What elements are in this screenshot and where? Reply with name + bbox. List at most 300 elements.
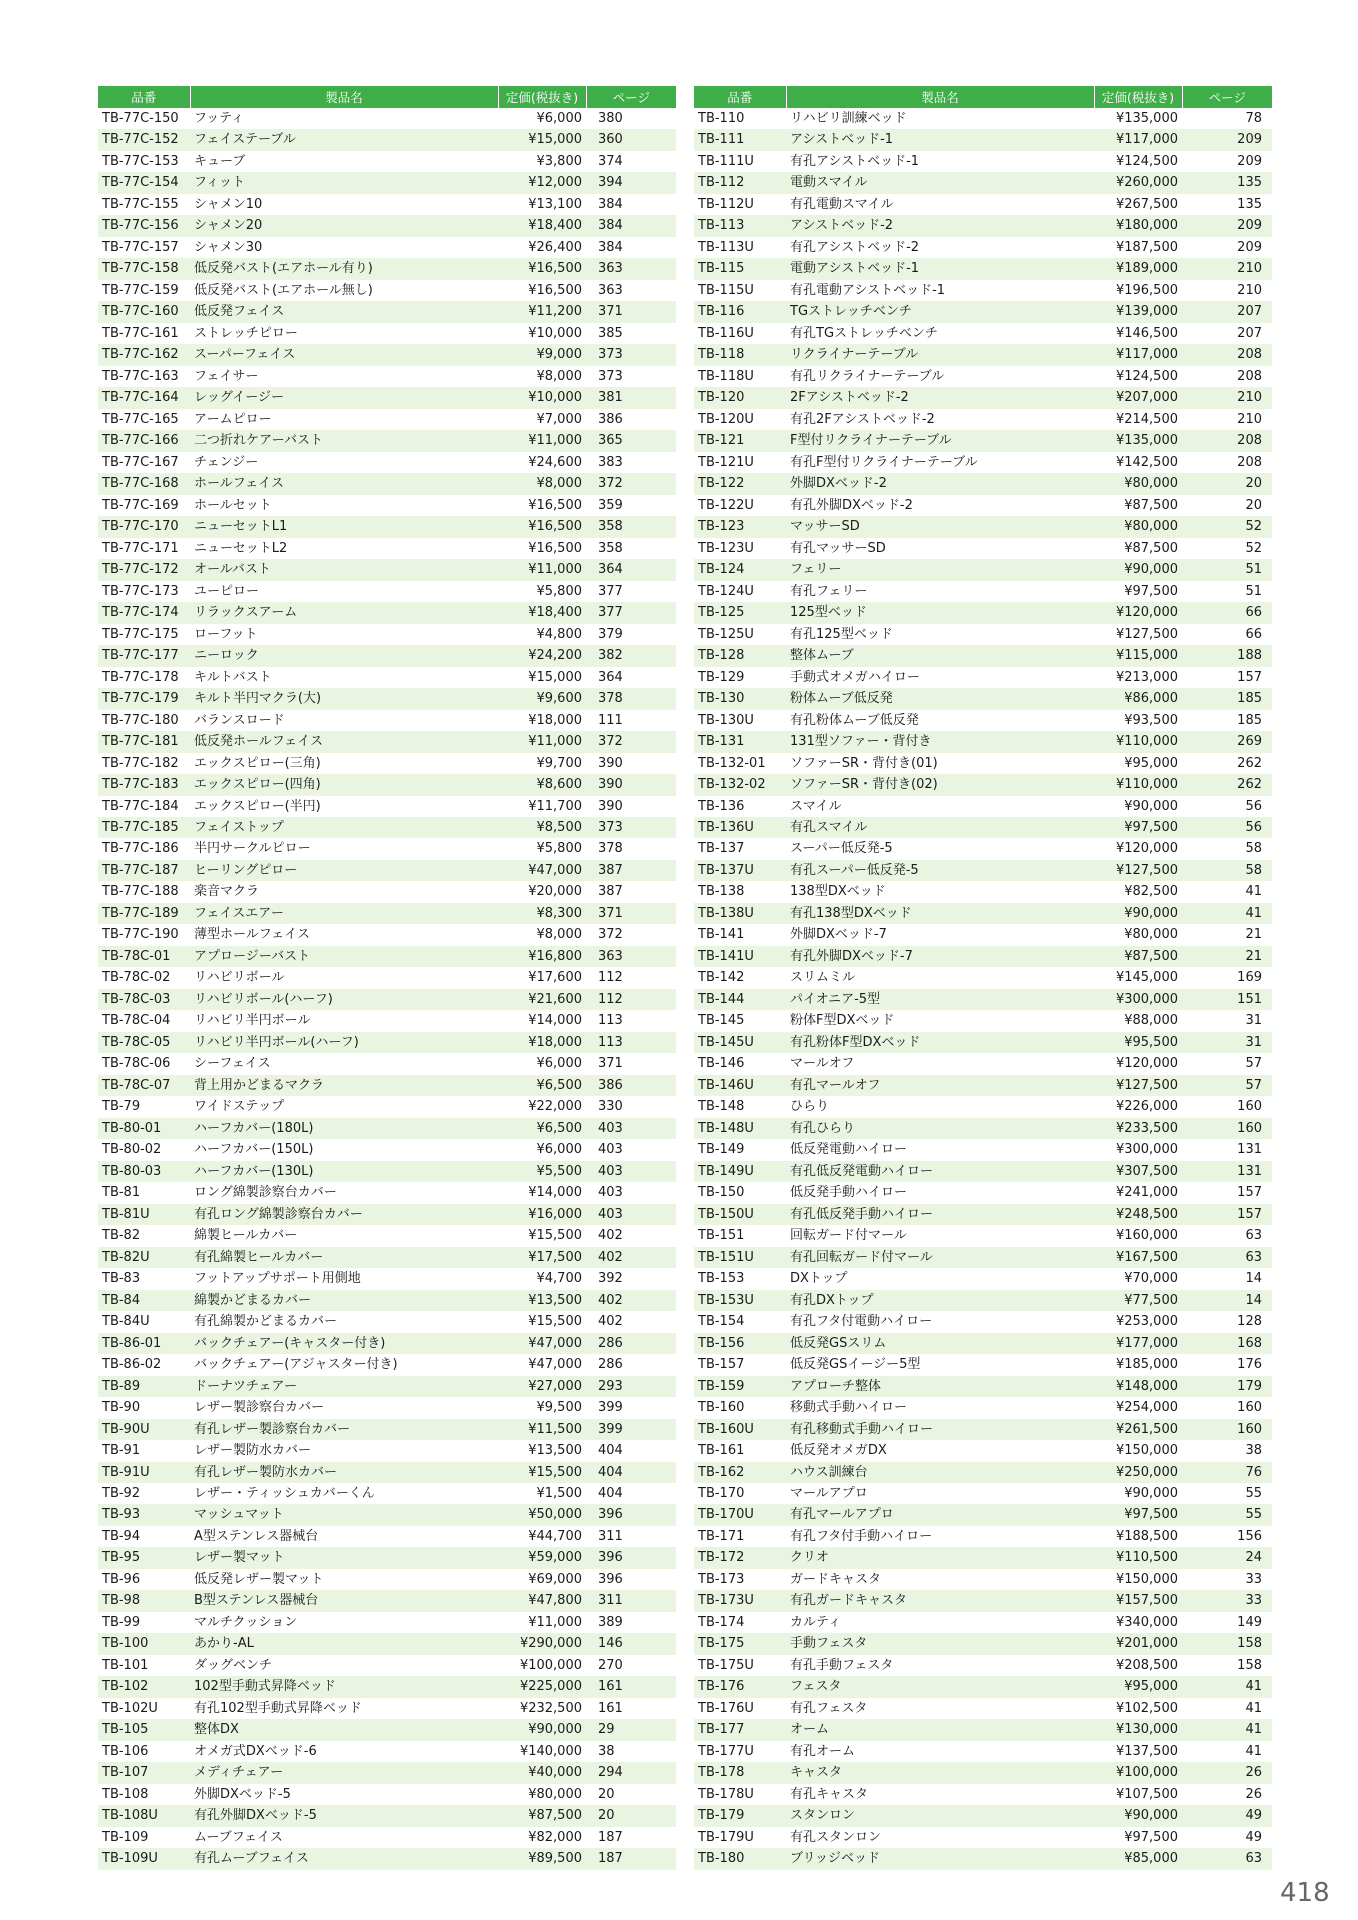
product-page: 403 [586,1118,676,1139]
header-price: 定価(税抜き) [1094,86,1182,108]
header-code: 品番 [694,86,786,108]
table-row [98,280,676,301]
table-row [98,323,676,344]
product-page: 38 [598,1743,615,1759]
product-name: チェンジー [194,454,259,470]
product-price: ¥15,000 [498,129,586,150]
product-price: ¥86,000 [1094,688,1182,709]
product-code: TB-105 [98,1719,190,1740]
table-row [98,1032,676,1053]
product-name: 有孔回転ガード付マール [786,1247,1094,1268]
product-page: 387 [586,860,676,881]
product-name: ホールフェイス [190,473,498,494]
product-name: 回転ガード付マール [790,1228,907,1244]
product-code: TB-96 [102,1571,141,1587]
product-name: ローフット [194,626,258,642]
table-row [98,1397,676,1418]
product-name: スーパーフェイス [190,344,498,365]
table-row [694,1483,1272,1504]
product-page: 363 [586,258,676,279]
table-row [694,323,1272,344]
product-name: 有孔マールオフ [786,1075,1094,1096]
product-price: ¥110,500 [1094,1547,1182,1568]
table-row [98,366,676,387]
product-name: マールアプロ [790,1486,868,1501]
product-code: TB-77C-173 [102,583,179,599]
product-code: TB-179 [694,1805,786,1826]
product-price: ¥124,500 [1115,153,1178,169]
product-code: TB-78C-01 [98,946,190,967]
product-name: 外脚DXベッド-7 [790,927,887,943]
product-code: TB-83 [102,1271,141,1287]
table-row [98,151,676,172]
table-row [98,559,676,580]
product-name: 粉体ムーブ低反発 [786,688,1094,709]
table-row [98,1247,676,1268]
table-row [98,129,676,150]
product-name: 有孔TGストレッチベンチ [790,325,938,341]
product-price: ¥214,500 [1115,411,1178,427]
product-price: ¥307,500 [1094,1161,1182,1182]
product-code: TB-77C-186 [102,841,179,857]
table-row [98,1504,676,1525]
product-name: 有孔レザー製防水カバー [190,1462,498,1483]
product-code: TB-177 [694,1719,786,1740]
product-code: TB-115 [694,258,786,279]
product-page: 160 [1182,1118,1272,1139]
product-page: 20 [598,1786,615,1802]
product-page: 76 [1182,1462,1272,1483]
product-page: 207 [1182,301,1272,322]
product-name: オーム [786,1719,1094,1740]
product-price: ¥16,500 [528,497,582,513]
product-code: TB-93 [98,1504,190,1525]
product-name: 有孔ひらり [786,1118,1094,1139]
product-page: 358 [598,540,623,556]
product-page: 160 [1237,1400,1262,1416]
product-code: TB-146U [694,1075,786,1096]
table-row [98,1762,676,1783]
product-page: 49 [1245,1829,1262,1845]
table-row [694,624,1272,645]
product-code: TB-77C-174 [98,602,190,623]
product-price: ¥50,000 [498,1504,586,1525]
table-row [98,344,676,365]
product-name: 有孔オーム [790,1743,856,1759]
product-price: ¥87,500 [498,1805,586,1826]
product-page: 135 [1237,196,1262,212]
product-name: ニーロック [190,645,498,666]
product-name: DXトップ [790,1271,848,1287]
product-price: ¥9,500 [536,1400,582,1416]
table-row [694,1290,1272,1311]
table-row [98,194,676,215]
product-page: 161 [598,1700,623,1716]
product-code: TB-156 [694,1333,786,1354]
product-code: TB-125 [694,602,786,623]
product-code: TB-82U [98,1247,190,1268]
product-price: ¥120,000 [1115,841,1178,857]
product-name: シーフェイス [194,1056,271,1072]
table-row [694,1526,1272,1547]
product-price: ¥120,000 [1094,602,1182,623]
table-row [694,1784,1272,1805]
product-code: TB-175 [694,1633,786,1654]
product-name: 有孔ロング綿製診察台カバー [190,1204,498,1225]
product-page: 269 [1182,731,1272,752]
product-page: 31 [1245,1013,1262,1029]
product-name: クリオ [786,1547,1094,1568]
product-price: ¥14,000 [528,1185,582,1201]
product-page: 131 [1182,1161,1272,1182]
table-row [694,838,1272,859]
product-page: 365 [586,430,676,451]
product-price: ¥16,500 [498,258,586,279]
table-row [694,1462,1272,1483]
product-name: 低反発フェイス [190,301,498,322]
product-code: TB-108U [98,1805,190,1826]
product-code: TB-112U [698,196,754,212]
product-price: ¥20,000 [528,884,582,900]
table-row [694,129,1272,150]
table-row [694,1311,1272,1332]
product-page: 210 [1182,387,1272,408]
table-row [98,796,676,817]
product-price: ¥8,000 [536,368,582,384]
product-price: ¥140,000 [519,1743,582,1759]
table-row [694,796,1272,817]
product-price: ¥177,000 [1094,1333,1182,1354]
product-page: 52 [1182,516,1272,537]
product-price: ¥142,500 [1115,454,1178,470]
product-price: ¥89,500 [498,1848,586,1869]
product-page: 158 [1237,1657,1262,1673]
product-page: 402 [586,1247,676,1268]
product-code: TB-86-02 [102,1357,162,1373]
product-code: TB-136U [694,817,786,838]
product-price: ¥95,000 [1094,1676,1182,1697]
product-page: 24 [1182,1547,1272,1568]
product-name: バックチェアー(キャスター付き) [190,1333,498,1354]
product-code: TB-177U [698,1743,754,1759]
product-price: ¥11,000 [498,430,586,451]
product-page: 14 [1182,1290,1272,1311]
product-price: ¥261,500 [1094,1419,1182,1440]
product-page: 29 [586,1719,676,1740]
table-row [98,1655,676,1676]
product-page: 384 [586,215,676,236]
product-code: TB-160U [694,1419,786,1440]
product-name: 低反発バスト(エアホール有り) [190,258,498,279]
product-price: ¥11,200 [498,301,586,322]
product-name: メディチェアー [190,1762,498,1783]
product-page: 402 [586,1290,676,1311]
product-price: ¥18,000 [528,712,582,728]
product-page: 373 [586,344,676,365]
product-price: ¥117,000 [1094,344,1182,365]
product-code: TB-122 [694,473,786,494]
product-name: キャスタ [786,1762,1094,1783]
product-page: 396 [586,1547,676,1568]
table-row [98,924,676,945]
product-page: 158 [1182,1633,1272,1654]
product-price: ¥300,000 [1115,1142,1178,1158]
product-name: リハビリ半円ボール [194,1013,311,1029]
table-row [694,194,1272,215]
header-page: ページ [1182,86,1272,108]
product-name: 低反発手動ハイロー [790,1185,908,1201]
product-name: スーパー低反発-5 [790,841,893,857]
table-row [98,1182,676,1203]
product-name: エックスピロー(半円) [194,798,321,814]
product-price: ¥5,800 [536,841,582,857]
product-code: TB-173 [698,1571,745,1587]
product-code: TB-77C-168 [98,473,190,494]
header-code: 品番 [98,86,190,108]
product-code: TB-171 [698,1528,745,1544]
product-code: TB-77C-185 [98,817,190,838]
table-row [98,1010,676,1031]
table-row [694,1848,1272,1869]
product-price: ¥47,800 [498,1590,586,1611]
product-price: ¥87,500 [1124,497,1178,513]
product-price: ¥241,000 [1115,1185,1178,1201]
table-row [98,1633,676,1654]
product-page: 381 [586,387,676,408]
header-page: ページ [586,86,676,108]
product-page: 41 [1245,884,1262,900]
product-price: ¥148,000 [1094,1376,1182,1397]
product-price: ¥15,500 [528,1228,582,1244]
product-name: マルチクッション [194,1614,298,1630]
product-price: ¥97,500 [1124,583,1178,599]
product-name: エックスピロー(三角) [194,755,321,771]
product-name: ひらり [790,1099,830,1115]
product-code: TB-145U [694,1032,786,1053]
product-code: TB-78C-05 [98,1032,190,1053]
table-row [98,1569,676,1590]
product-code: TB-154 [698,1314,745,1330]
product-name: 綿製ヒールカバー [194,1228,298,1244]
product-price: ¥225,000 [498,1676,586,1697]
product-page: 364 [586,559,676,580]
product-name: 有孔DXトップ [786,1290,1094,1311]
product-name: 外脚DXベッド-5 [194,1786,291,1802]
product-name: アシストベッド-1 [786,129,1094,150]
table-row [694,1676,1272,1697]
product-page: 41 [1245,1700,1262,1716]
table-row [694,881,1272,902]
header-name: 製品名 [786,86,1094,108]
product-name: A型ステンレス器械台 [194,1528,319,1544]
table-row [694,860,1272,881]
product-name: ニューセットL1 [190,516,498,537]
table-row [98,817,676,838]
table-row [694,1633,1272,1654]
product-page: 78 [1245,111,1262,126]
product-code: TB-160 [698,1400,745,1416]
table-row [98,1590,676,1611]
product-price: ¥6,000 [536,1056,582,1072]
product-name: 有孔移動式手動ハイロー [786,1419,1094,1440]
product-name: 綿製かどまるカバー [190,1290,498,1311]
product-price: ¥4,700 [536,1271,582,1287]
table-row [98,1268,676,1289]
product-code: TB-110 [698,111,745,126]
product-code: TB-84 [98,1290,190,1311]
product-price: ¥90,000 [1094,903,1182,924]
product-name: 有孔手動フェスタ [790,1657,894,1673]
product-code: TB-138U [694,903,786,924]
product-code: TB-101 [102,1657,149,1673]
product-price: ¥87,500 [1094,946,1182,967]
product-code: TB-77C-182 [102,755,179,771]
product-page: 26 [1182,1762,1272,1783]
product-code: TB-77C-162 [98,344,190,365]
product-code: TB-77C-150 [102,111,179,126]
table-row [694,667,1272,688]
product-page: 111 [598,712,623,728]
product-code: TB-141 [698,927,745,943]
table-row [694,452,1272,473]
product-page: 131 [1237,1142,1262,1158]
table-row [98,1805,676,1826]
product-code: TB-78C-07 [98,1075,190,1096]
product-price: ¥11,000 [528,1614,582,1630]
table-row [694,151,1272,172]
product-code: TB-157 [698,1357,745,1373]
table-row [98,516,676,537]
product-code: TB-77C-175 [102,626,179,642]
product-price: ¥16,000 [498,1204,586,1225]
product-code: TB-77C-183 [98,774,190,795]
product-code: TB-78C-02 [102,970,171,986]
product-code: TB-170 [698,1486,745,1501]
product-code: TB-151 [698,1228,745,1244]
table-header-row [98,86,676,108]
product-price: ¥13,100 [528,196,582,212]
product-name: アプローチ整体 [786,1376,1094,1397]
product-page: 55 [1182,1504,1272,1525]
header-name: 製品名 [190,86,498,108]
product-price: ¥11,000 [498,559,586,580]
product-price: ¥160,000 [1115,1228,1178,1244]
table-row [694,430,1272,451]
product-code: TB-116 [694,301,786,322]
table-row [694,1504,1272,1525]
table-row [694,538,1272,559]
product-price: ¥150,000 [1115,1443,1178,1459]
table-row [694,1118,1272,1139]
product-page: 161 [586,1676,676,1697]
table-row [694,387,1272,408]
product-price: ¥145,000 [1115,970,1178,986]
table-row [98,688,676,709]
product-page: 360 [586,129,676,150]
table-row [98,1741,676,1762]
product-name: フェイスエアー [190,903,498,924]
product-name: オールバスト [190,559,498,580]
product-code: TB-162 [694,1462,786,1483]
table-row [694,924,1272,945]
product-page: 149 [1237,1614,1262,1630]
product-name: スリムミル [790,970,856,986]
product-price: ¥233,500 [1094,1118,1182,1139]
product-name: アームピロー [194,411,272,427]
product-page: 384 [598,239,623,255]
product-name: マッサーSD [786,516,1094,537]
product-code: TB-176 [694,1676,786,1697]
product-page: 160 [1237,1099,1262,1115]
product-code: TB-149U [694,1161,786,1182]
product-price: ¥110,000 [1094,731,1182,752]
product-page: 293 [586,1376,676,1397]
table-row [694,237,1272,258]
product-price: ¥107,500 [1115,1786,1178,1802]
product-page: 112 [586,989,676,1010]
table-row [694,645,1272,666]
product-page: 169 [1237,970,1262,986]
product-code: TB-142 [698,970,745,986]
product-page: 374 [598,153,623,169]
product-page: 384 [598,196,623,212]
product-page: 208 [1182,430,1272,451]
product-price: ¥9,600 [498,688,586,709]
product-price: ¥9,000 [498,344,586,365]
product-price: ¥70,000 [1124,1271,1178,1287]
product-name: アシストベッド-2 [786,215,1094,236]
product-page: 185 [1237,712,1262,728]
product-page: 286 [586,1333,676,1354]
table-row [694,710,1272,731]
product-code: TB-77C-164 [98,387,190,408]
product-name: パイオニア-5型 [786,989,1094,1010]
product-price: ¥253,000 [1115,1314,1178,1330]
product-page: 387 [598,884,623,900]
product-price: ¥80,000 [1094,473,1182,494]
product-name: レザー製防水カバー [194,1443,312,1459]
table-row [694,473,1272,494]
product-name: ロング綿製診察台カバー [194,1185,337,1201]
product-code: TB-90 [102,1400,141,1416]
product-price: ¥10,000 [498,387,586,408]
product-price: ¥69,000 [528,1571,582,1587]
product-name: 有孔マールアプロ [786,1504,1094,1525]
product-name: オメガ式DXベッド-6 [194,1743,317,1759]
product-code: TB-125U [698,626,754,642]
product-price: ¥4,800 [536,626,582,642]
table-row [98,1440,676,1461]
product-page: 403 [598,1185,623,1201]
product-code: TB-111 [694,129,786,150]
table-row [694,817,1272,838]
product-name: ハーフカバー(130L) [190,1161,498,1182]
product-page: 363 [598,282,623,298]
product-code: TB-113U [698,239,754,255]
product-page: 208 [1182,344,1272,365]
product-price: ¥180,000 [1094,215,1182,236]
product-name: 整体DX [190,1719,498,1740]
product-price: ¥26,400 [528,239,582,255]
product-page: 402 [598,1228,623,1244]
table-row [694,1762,1272,1783]
product-name: フェリー [786,559,1094,580]
product-page: 396 [586,1504,676,1525]
product-name: 有孔125型ベッド [790,626,893,642]
product-price: ¥47,000 [498,1333,586,1354]
product-code: TB-77C-161 [102,325,179,341]
product-code: TB-95 [98,1547,190,1568]
